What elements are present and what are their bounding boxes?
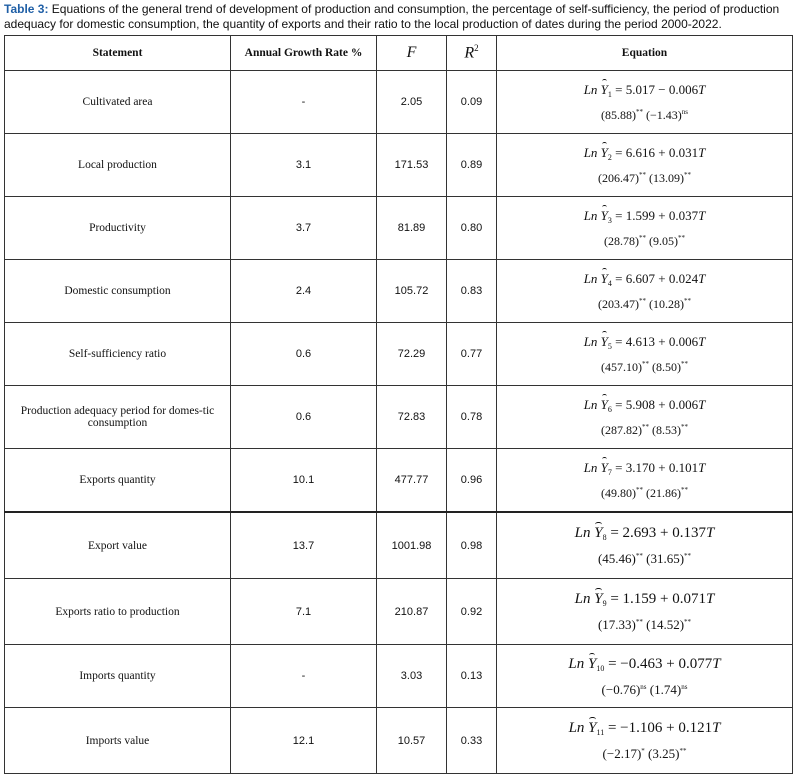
y-subscript: 3 (607, 216, 612, 225)
y-hat: Y (600, 397, 608, 412)
significance-slope: ns (681, 108, 688, 116)
t-stat-slope: (8.50) (652, 360, 681, 374)
t-stat-slope: (1.74) (649, 681, 682, 697)
table-caption-text: Equations of the general trend of development of production and consumption, the percentage of self-sufficiency, the period of production adequacy for domestic consumption, the quantity of exports and their ratio to the local production of dates during the period 2000-2022. (4, 2, 780, 31)
equation (502, 721, 787, 760)
equation-line (502, 592, 787, 608)
t-variable: T (698, 271, 706, 286)
t-stat-slope: (13.09) (649, 171, 684, 185)
t-stat-intercept: (28.78) (604, 234, 639, 248)
t-statistics-line (502, 235, 787, 247)
y-subscript: 1 (607, 90, 612, 99)
header-row (5, 36, 793, 71)
table-row (5, 645, 793, 708)
t-statistics-line (502, 618, 787, 631)
equation-rhs: = 5.017 − 0.006 (615, 82, 699, 97)
equation (502, 272, 787, 310)
t-stat-slope: (21.86) (646, 486, 681, 500)
significance-slope: ** (684, 171, 691, 179)
t-stat-slope: (−1.43) (646, 108, 682, 122)
significance-intercept: ** (636, 108, 643, 116)
r2-value-cell: 0.83 (447, 260, 497, 323)
equation-cell (497, 386, 793, 449)
equation-line (502, 272, 787, 288)
equation-line (502, 526, 787, 542)
equation-cell (497, 323, 793, 386)
t-variable: T (698, 460, 706, 475)
equation-rhs: = 6.607 + 0.024 (615, 271, 699, 286)
equation-line (502, 83, 787, 99)
y-hat: Y (588, 655, 597, 672)
table-row (5, 708, 793, 774)
header-r2 (447, 36, 497, 71)
ln-label: Ln (574, 525, 591, 541)
equation-cell (497, 579, 793, 645)
ln-label: Ln (583, 271, 598, 286)
equation-rhs: = 4.613 + 0.006 (615, 334, 699, 349)
y-subscript: 6 (607, 405, 612, 414)
equation-cell (497, 134, 793, 197)
equation (502, 461, 787, 499)
significance-intercept: ** (639, 171, 646, 179)
f-value-cell: 81.89 (377, 197, 447, 260)
table-body (5, 71, 793, 774)
y-hat: Y (588, 720, 597, 736)
table-row (5, 71, 793, 134)
y-subscript: 4 (607, 279, 612, 288)
t-variable: T (712, 720, 721, 736)
equation-rhs: = 1.159 + 0.071 (610, 591, 706, 607)
f-value-cell: 210.87 (377, 579, 447, 645)
f-value-cell: 2.05 (377, 71, 447, 134)
t-stat-intercept: (17.33) (597, 617, 636, 632)
t-stat-slope: (3.25) (648, 746, 680, 761)
trend-equations-table (4, 35, 793, 774)
growth-rate-cell: 13.7 (231, 512, 377, 579)
significance-intercept: ** (642, 423, 649, 431)
y-subscript: 10 (596, 663, 605, 673)
statement-cell: Domestic consumption (5, 260, 231, 323)
equation-cell (497, 449, 793, 513)
equation-line (502, 657, 787, 673)
equation-cell (497, 708, 793, 774)
equation-rhs: = 2.693 + 0.137 (610, 525, 706, 541)
significance-slope: ns (681, 682, 688, 691)
growth-rate-cell: - (231, 645, 377, 708)
significance-slope: ** (684, 297, 691, 305)
equation (502, 146, 787, 184)
table-row (5, 134, 793, 197)
statement-cell: Local production (5, 134, 231, 197)
ln-label: Ln (574, 591, 591, 607)
t-variable: T (698, 334, 706, 349)
r2-value-cell: 0.77 (447, 323, 497, 386)
t-statistics-line (502, 747, 787, 760)
y-hat: Y (600, 208, 608, 223)
equation-line (502, 209, 787, 225)
equation-line (502, 721, 787, 737)
t-variable: T (698, 397, 706, 412)
growth-rate-cell: - (231, 71, 377, 134)
y-subscript: 2 (607, 153, 612, 162)
t-statistics-line (502, 552, 787, 565)
growth-rate-cell: 0.6 (231, 323, 377, 386)
t-stat-intercept: (203.47) (598, 297, 639, 311)
significance-slope: ** (678, 234, 685, 242)
ln-label: Ln (583, 82, 598, 97)
significance-slope: ** (681, 486, 688, 494)
ln-label: Ln (568, 720, 585, 736)
equation (502, 592, 787, 631)
y-hat: Y (600, 460, 608, 475)
table-caption-label: Table 3: (4, 2, 49, 16)
header-r2-exponent: 2 (474, 43, 479, 54)
table-caption (4, 2, 792, 31)
t-statistics-line (502, 172, 787, 184)
t-stat-slope: (8.53) (652, 423, 681, 437)
equation-cell (497, 260, 793, 323)
table-row (5, 197, 793, 260)
y-subscript: 9 (602, 599, 607, 608)
growth-rate-cell: 3.1 (231, 134, 377, 197)
y-hat: Y (594, 591, 603, 607)
ln-label: Ln (568, 655, 585, 672)
equation (502, 83, 787, 121)
significance-slope: ** (681, 423, 688, 431)
significance-intercept: ** (639, 297, 646, 305)
equation-cell (497, 512, 793, 579)
t-statistics-line (502, 361, 787, 373)
t-statistics-line (502, 298, 787, 310)
statement-cell: Export value (5, 512, 231, 579)
t-stat-intercept: (457.10) (601, 360, 642, 374)
r2-value-cell: 0.78 (447, 386, 497, 449)
f-value-cell: 72.29 (377, 323, 447, 386)
t-variable: T (698, 208, 706, 223)
significance-intercept: * (641, 747, 645, 755)
significance-slope: ** (681, 360, 688, 368)
t-stat-intercept: (287.82) (601, 423, 642, 437)
header-growth-rate: Annual Growth Rate % (231, 36, 377, 71)
statement-cell: Exports quantity (5, 449, 231, 513)
header-r2-letter: R (464, 44, 475, 62)
f-value-cell: 3.03 (377, 645, 447, 708)
table-row (5, 323, 793, 386)
y-subscript: 8 (602, 533, 607, 542)
t-statistics-line (502, 109, 787, 121)
equation-line (502, 461, 787, 477)
equation-cell (497, 71, 793, 134)
y-subscript: 7 (607, 468, 612, 477)
equation-cell (497, 645, 793, 708)
header-f: F (377, 36, 447, 71)
equation (502, 335, 787, 373)
equation (502, 209, 787, 247)
significance-intercept: ns (640, 682, 647, 691)
equation-line (502, 146, 787, 162)
growth-rate-cell: 10.1 (231, 449, 377, 513)
growth-rate-cell: 3.7 (231, 197, 377, 260)
y-hat: Y (600, 334, 608, 349)
t-stat-intercept: (85.88) (601, 108, 636, 122)
equation-line (502, 398, 787, 414)
equation-rhs: = 5.908 + 0.006 (615, 397, 699, 412)
equation (502, 398, 787, 436)
y-hat: Y (600, 145, 608, 160)
equation-rhs: = 1.599 + 0.037 (615, 208, 699, 223)
significance-intercept: ** (635, 552, 643, 560)
f-value-cell: 171.53 (377, 134, 447, 197)
r2-value-cell: 0.80 (447, 197, 497, 260)
equation (502, 526, 787, 565)
ln-label: Ln (583, 145, 598, 160)
significance-slope: ** (679, 747, 687, 755)
r2-value-cell: 0.96 (447, 449, 497, 513)
r2-value-cell: 0.98 (447, 512, 497, 579)
t-variable: T (706, 591, 715, 607)
table-row (5, 579, 793, 645)
significance-intercept: ** (639, 234, 646, 242)
equation-rhs: = −0.463 + 0.077 (608, 655, 713, 672)
t-stat-intercept: (−2.17) (602, 746, 642, 761)
statement-cell: Imports value (5, 708, 231, 774)
header-statement: Statement (5, 36, 231, 71)
equation-rhs: = −1.106 + 0.121 (607, 720, 713, 736)
f-value-cell: 1001.98 (377, 512, 447, 579)
y-hat: Y (600, 82, 608, 97)
y-hat: Y (600, 271, 608, 286)
ln-label: Ln (583, 208, 598, 223)
t-variable: T (698, 145, 706, 160)
ln-label: Ln (583, 460, 598, 475)
table-row (5, 386, 793, 449)
equation-line (502, 335, 787, 351)
growth-rate-cell: 0.6 (231, 386, 377, 449)
t-stat-intercept: (45.46) (597, 551, 636, 566)
table-row (5, 260, 793, 323)
growth-rate-cell: 2.4 (231, 260, 377, 323)
t-stat-intercept: (49.80) (601, 486, 636, 500)
table-row (5, 512, 793, 579)
t-stat-slope: (31.65) (646, 551, 685, 566)
t-stat-intercept: (206.47) (598, 171, 639, 185)
y-subscript: 5 (607, 342, 612, 351)
r2-value-cell: 0.89 (447, 134, 497, 197)
ln-label: Ln (583, 397, 598, 412)
equation-rhs: = 3.170 + 0.101 (615, 460, 699, 475)
t-variable: T (706, 525, 715, 541)
equation (502, 657, 787, 696)
t-stat-intercept: (−0.76) (601, 681, 641, 697)
y-subscript: 11 (596, 728, 605, 737)
t-variable: T (698, 82, 706, 97)
t-statistics-line (502, 424, 787, 436)
t-stat-slope: (9.05) (649, 234, 678, 248)
r2-value-cell: 0.13 (447, 645, 497, 708)
t-stat-slope: (14.52) (646, 617, 685, 632)
r2-value-cell: 0.33 (447, 708, 497, 774)
header-equation: Equation (497, 36, 793, 71)
statement-cell: Exports ratio to production (5, 579, 231, 645)
statement-cell: Productivity (5, 197, 231, 260)
table-row (5, 449, 793, 513)
ln-label: Ln (583, 334, 598, 349)
growth-rate-cell: 12.1 (231, 708, 377, 774)
statement-cell: Cultivated area (5, 71, 231, 134)
f-value-cell: 477.77 (377, 449, 447, 513)
significance-slope: ** (684, 618, 692, 626)
growth-rate-cell: 7.1 (231, 579, 377, 645)
equation-rhs: = 6.616 + 0.031 (615, 145, 699, 160)
significance-slope: ** (684, 552, 692, 560)
f-value-cell: 105.72 (377, 260, 447, 323)
f-value-cell: 72.83 (377, 386, 447, 449)
significance-intercept: ** (642, 360, 649, 368)
significance-intercept: ** (636, 486, 643, 494)
t-statistics-line (502, 487, 787, 499)
r2-value-cell: 0.09 (447, 71, 497, 134)
equation-cell (497, 197, 793, 260)
r2-value-cell: 0.92 (447, 579, 497, 645)
f-value-cell: 10.57 (377, 708, 447, 774)
significance-intercept: ** (635, 618, 643, 626)
statement-cell: Self-sufficiency ratio (5, 323, 231, 386)
t-stat-slope: (10.28) (649, 297, 684, 311)
t-variable: T (712, 655, 721, 672)
statement-cell: Production adequacy period for domes-tic consumption (5, 386, 231, 449)
statement-cell: Imports quantity (5, 645, 231, 708)
y-hat: Y (594, 525, 603, 541)
t-statistics-line (502, 683, 787, 696)
